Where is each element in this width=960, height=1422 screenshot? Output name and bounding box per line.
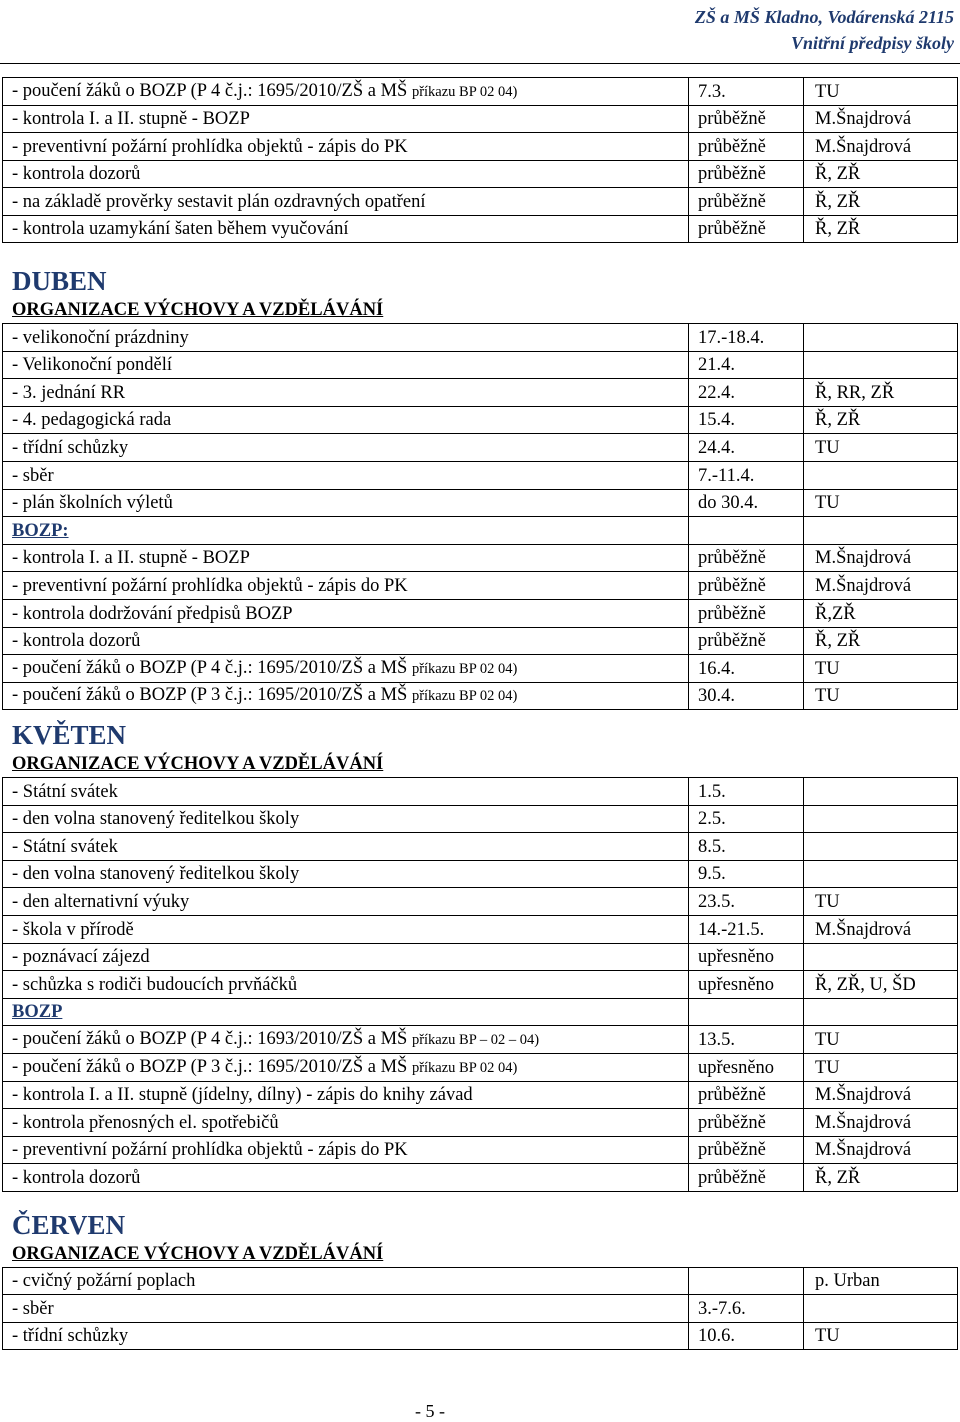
responsible-cell: [804, 833, 958, 861]
header-subtitle: Vnitřní předpisy školy: [790, 33, 954, 53]
activity-cell: [3, 544, 689, 572]
activity-cell: [3, 461, 689, 489]
table-row: [3, 971, 958, 999]
responsible-cell: M.Šnajdrová: [804, 1109, 958, 1137]
header-divider: [0, 63, 960, 64]
date-cell: průběžně: [689, 627, 804, 655]
date-cell: 15.4.: [689, 406, 804, 434]
activity-text: - den alternativní výuky: [12, 891, 190, 912]
duben-table: [2, 323, 958, 710]
activity-text: - Státní svátek: [12, 781, 118, 802]
kveten-block: [0, 777, 958, 1192]
activity-cell: [3, 971, 689, 999]
date-cell: 2.5.: [689, 805, 804, 833]
activity-cell: [3, 572, 689, 600]
section-row: [3, 517, 958, 545]
date-cell: 3.-7.6.: [689, 1295, 804, 1322]
table-row: [3, 860, 958, 888]
date-cell: 22.4.: [689, 379, 804, 407]
responsible-cell: Ř,ZŘ: [804, 599, 958, 627]
activity-text: - třídní schůzky: [12, 1325, 129, 1346]
date-cell: 10.6.: [689, 1322, 804, 1349]
empty-cell: [804, 998, 958, 1026]
activity-text: - sběr: [12, 465, 54, 486]
activity-text: - plán školních výletů: [12, 493, 173, 514]
activity-cell: [3, 1136, 689, 1164]
activity-text: - Velikonoční pondělí: [12, 355, 172, 376]
order-reference: příkazu BP – 02 – 04): [411, 1031, 540, 1048]
table-row: [3, 833, 958, 861]
activity-cell: [3, 489, 689, 517]
table-row: [3, 572, 958, 600]
responsible-cell: Ř, ZŘ: [804, 215, 958, 243]
month-title-kveten: KVĚTEN: [12, 720, 127, 750]
activity-cell: [3, 379, 689, 407]
activity-text: - poučení žáků o BOZP (P 4 č.j.: 1695/2010/ZŠ a MŠ: [12, 657, 412, 678]
responsible-cell: Ř, ZŘ: [804, 160, 958, 188]
table-row: [3, 133, 958, 161]
table-row: [3, 915, 958, 943]
activity-cell: [3, 599, 689, 627]
activity-text: - velikonoční prázdniny: [12, 327, 189, 348]
activity-cell: [3, 215, 689, 243]
responsible-cell: TU: [804, 489, 958, 517]
responsible-cell: Ř, ZŘ: [804, 627, 958, 655]
kveten-table: [2, 777, 958, 1192]
activity-text: - preventivní požární prohlídka objektů - zápis do PK: [12, 1140, 408, 1161]
table-row: [3, 78, 958, 106]
responsible-cell: TU: [804, 655, 958, 683]
top-table: [2, 77, 958, 243]
activity-cell: [3, 160, 689, 188]
date-cell: 7.3.: [689, 78, 804, 106]
date-cell: upřesněno: [689, 1053, 804, 1081]
activity-text: - Státní svátek: [12, 836, 118, 857]
activity-cell: [3, 627, 689, 655]
responsible-cell: Ř, ZŘ: [804, 188, 958, 216]
date-cell: průběžně: [689, 572, 804, 600]
responsible-cell: [804, 351, 958, 379]
date-cell: průběžně: [689, 599, 804, 627]
activity-cell: [3, 78, 689, 106]
date-cell: [689, 1268, 804, 1295]
table-row: [3, 215, 958, 243]
activity-text: - poučení žáků o BOZP (P 4 č.j.: 1693/2010/ZŠ a MŠ: [12, 1028, 412, 1049]
table-row: [3, 351, 958, 379]
activity-cell: [3, 778, 689, 806]
table-row: [3, 1053, 958, 1081]
table-row: [3, 1295, 958, 1322]
table-row: [3, 805, 958, 833]
date-cell: průběžně: [689, 544, 804, 572]
date-cell: průběžně: [689, 1164, 804, 1192]
responsible-cell: [804, 1295, 958, 1322]
activity-cell: [3, 133, 689, 161]
activity-text: - třídní schůzky: [12, 437, 129, 458]
activity-text: - poznávací zájezd: [12, 947, 150, 968]
table-row: [3, 778, 958, 806]
table-row: [3, 655, 958, 683]
date-cell: 21.4.: [689, 351, 804, 379]
responsible-cell: [804, 324, 958, 352]
responsible-cell: Ř, ZŘ: [804, 1164, 958, 1192]
responsible-cell: TU: [804, 1026, 958, 1054]
activity-text: - den volna stanovený ředitelkou školy: [12, 864, 300, 885]
activity-text: - preventivní požární prohlídka objektů - zápis do PK: [12, 136, 408, 157]
empty-cell: [689, 998, 804, 1026]
date-cell: upřesněno: [689, 971, 804, 999]
responsible-cell: M.Šnajdrová: [804, 133, 958, 161]
order-reference: příkazu BP 02 04): [411, 83, 518, 100]
table-row: [3, 1081, 958, 1109]
table-row: [3, 682, 958, 710]
cerven-table: [2, 1267, 958, 1350]
activity-cell: [3, 1081, 689, 1109]
responsible-cell: Ř, ZŘ: [804, 406, 958, 434]
org-heading-cerven: ORGANIZACE VÝCHOVY A VZDĚLÁVÁNÍ: [12, 1244, 384, 1264]
table-row: [3, 627, 958, 655]
page-header: [695, 4, 954, 56]
activity-cell: [3, 915, 689, 943]
responsible-cell: TU: [804, 78, 958, 106]
activity-cell: [3, 1268, 689, 1295]
activity-cell: [3, 434, 689, 462]
date-cell: 14.-21.5.: [689, 915, 804, 943]
activity-cell: [3, 805, 689, 833]
responsible-cell: M.Šnajdrová: [804, 105, 958, 133]
activity-text: - den volna stanovený ředitelkou školy: [12, 809, 300, 830]
table-row: [3, 599, 958, 627]
empty-cell: [689, 517, 804, 545]
activity-text: - kontrola I. a II. stupně (jídelny, dílny) - zápis do knihy závad: [12, 1085, 473, 1106]
responsible-cell: Ř, RR, ZŘ: [804, 379, 958, 407]
table-row: [3, 406, 958, 434]
activity-cell: [3, 833, 689, 861]
activity-text: - kontrola I. a II. stupně - BOZP: [12, 109, 250, 129]
responsible-cell: M.Šnajdrová: [804, 915, 958, 943]
month-title-duben: DUBEN: [12, 266, 107, 296]
activity-text: - kontrola přenosných el. spotřebičů: [12, 1112, 279, 1133]
table-row: [3, 1026, 958, 1054]
activity-text: - kontrola dozorů: [12, 631, 141, 652]
table-row: [3, 1322, 958, 1349]
activity-cell: [3, 1026, 689, 1054]
table-row: [3, 1164, 958, 1192]
empty-cell: [804, 517, 958, 545]
responsible-cell: M.Šnajdrová: [804, 572, 958, 600]
responsible-cell: M.Šnajdrová: [804, 1136, 958, 1164]
cerven-block: [0, 1267, 958, 1350]
table-row: [3, 324, 958, 352]
responsible-cell: p. Urban: [804, 1268, 958, 1295]
activity-text: - poučení žáků o BOZP (P 4 č.j.: 1695/2010/ZŠ a MŠ: [12, 80, 412, 101]
responsible-cell: TU: [804, 1053, 958, 1081]
date-cell: 23.5.: [689, 888, 804, 916]
org-heading-kveten: ORGANIZACE VÝCHOVY A VZDĚLÁVÁNÍ: [12, 754, 384, 774]
top-block: [0, 77, 958, 243]
responsible-cell: [804, 943, 958, 971]
activity-cell: [3, 406, 689, 434]
table-row: [3, 188, 958, 216]
date-cell: průběžně: [689, 1136, 804, 1164]
responsible-cell: TU: [804, 888, 958, 916]
date-cell: 17.-18.4.: [689, 324, 804, 352]
table-row: [3, 1268, 958, 1295]
activity-text: - cvičný požární poplach: [12, 1271, 196, 1292]
responsible-cell: [804, 805, 958, 833]
order-reference: příkazu BP 02 04): [411, 660, 518, 677]
activity-text: - kontrola uzamykání šaten během vyučování: [12, 219, 349, 239]
date-cell: 1.5.: [689, 778, 804, 806]
date-cell: 16.4.: [689, 655, 804, 683]
order-reference: příkazu BP 02 04): [411, 688, 518, 705]
date-cell: průběžně: [689, 1081, 804, 1109]
activity-cell: [3, 1322, 689, 1349]
section-row: [3, 998, 958, 1026]
table-row: [3, 1136, 958, 1164]
bozp-label: BOZP:: [3, 517, 689, 545]
activity-text: - kontrola dodržování předpisů BOZP: [12, 603, 293, 624]
table-row: [3, 379, 958, 407]
table-row: [3, 160, 958, 188]
responsible-cell: TU: [804, 434, 958, 462]
table-row: [3, 105, 958, 133]
responsible-cell: [804, 461, 958, 489]
activity-text: - kontrola dozorů: [12, 1167, 141, 1188]
activity-cell: [3, 351, 689, 379]
responsible-cell: TU: [804, 1322, 958, 1349]
bozp-label: BOZP: [3, 998, 689, 1026]
duben-block: [0, 323, 958, 710]
activity-cell: [3, 1295, 689, 1322]
date-cell: průběžně: [689, 188, 804, 216]
date-cell: průběžně: [689, 215, 804, 243]
order-reference: příkazu BP 02 04): [411, 1059, 518, 1076]
activity-text: - poučení žáků o BOZP (P 3 č.j.: 1695/2010/ZŠ a MŠ: [12, 685, 412, 706]
header-school-name: ZŠ a MŠ Kladno, Vodárenská 2115: [694, 7, 954, 27]
table-row: [3, 1109, 958, 1137]
activity-cell: [3, 188, 689, 216]
table-row: [3, 461, 958, 489]
table-row: [3, 888, 958, 916]
table-row: [3, 489, 958, 517]
activity-cell: [3, 1164, 689, 1192]
responsible-cell: [804, 778, 958, 806]
responsible-cell: [804, 860, 958, 888]
activity-text: - poučení žáků o BOZP (P 3 č.j.: 1695/2010/ZŠ a MŠ: [12, 1056, 412, 1077]
date-cell: 8.5.: [689, 833, 804, 861]
activity-text: - schůzka s rodiči budoucích prvňáčků: [12, 974, 298, 995]
activity-text: - kontrola dozorů: [12, 164, 141, 184]
date-cell: 7.-11.4.: [689, 461, 804, 489]
date-cell: průběžně: [689, 105, 804, 133]
date-cell: do 30.4.: [689, 489, 804, 517]
date-cell: 24.4.: [689, 434, 804, 462]
responsible-cell: Ř, ZŘ, U, ŠD: [804, 971, 958, 999]
activity-cell: [3, 682, 689, 710]
date-cell: průběžně: [689, 160, 804, 188]
date-cell: 9.5.: [689, 860, 804, 888]
table-row: [3, 943, 958, 971]
responsible-cell: M.Šnajdrová: [804, 544, 958, 572]
activity-text: - 3. jednání RR: [12, 382, 126, 403]
activity-cell: [3, 105, 689, 133]
table-row: [3, 544, 958, 572]
activity-cell: [3, 324, 689, 352]
activity-cell: [3, 1109, 689, 1137]
activity-text: - na základě prověrky sestavit plán ozdravných opatření: [12, 191, 426, 212]
activity-cell: [3, 1053, 689, 1081]
date-cell: průběžně: [689, 133, 804, 161]
date-cell: průběžně: [689, 1109, 804, 1137]
activity-text: - kontrola I. a II. stupně - BOZP: [12, 548, 250, 569]
date-cell: 30.4.: [689, 682, 804, 710]
activity-text: - sběr: [12, 1298, 54, 1319]
activity-cell: [3, 888, 689, 916]
org-heading-duben: ORGANIZACE VÝCHOVY A VZDĚLÁVÁNÍ: [12, 300, 384, 320]
date-cell: upřesněno: [689, 943, 804, 971]
activity-text: - 4. pedagogická rada: [12, 410, 172, 431]
responsible-cell: M.Šnajdrová: [804, 1081, 958, 1109]
activity-cell: [3, 860, 689, 888]
activity-cell: [3, 655, 689, 683]
responsible-cell: TU: [804, 682, 958, 710]
date-cell: 13.5.: [689, 1026, 804, 1054]
activity-text: - škola v přírodě: [12, 919, 134, 940]
page-number: - 5 -: [415, 1401, 445, 1421]
activity-cell: [3, 943, 689, 971]
month-title-cerven: ČERVEN: [12, 1210, 126, 1240]
activity-text: - preventivní požární prohlídka objektů - zápis do PK: [12, 575, 408, 596]
table-row: [3, 434, 958, 462]
